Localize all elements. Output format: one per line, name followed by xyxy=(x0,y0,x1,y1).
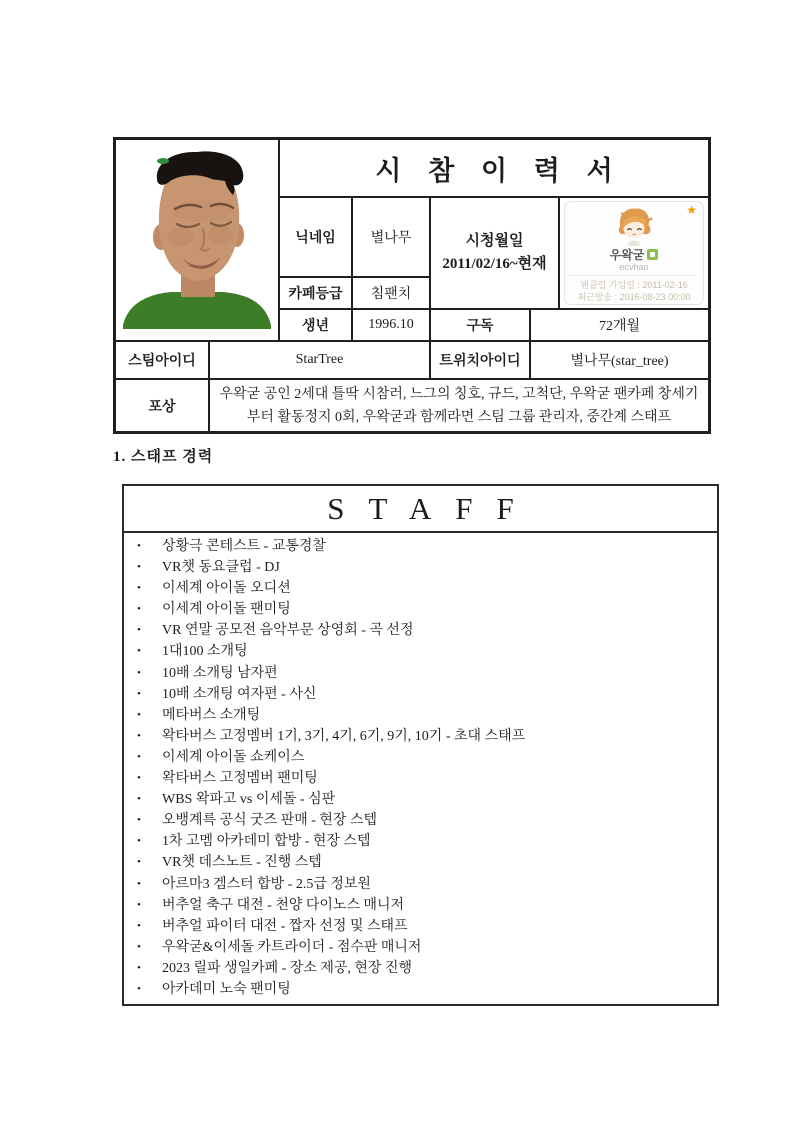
bullet-icon: • xyxy=(137,877,141,890)
fancafe-card-cell xyxy=(559,197,709,309)
bullet-icon: • xyxy=(137,603,141,616)
staff-list-item: • 이세계 아이돌 오디션 xyxy=(137,578,711,599)
staff-list-item: • 아카데미 노숙 팬미팅 xyxy=(137,979,711,1000)
fancafe-meta xyxy=(565,279,703,303)
birth-year-value: 1996.10 xyxy=(352,309,430,341)
twitch-id-label: 트위치아이디 xyxy=(430,341,530,379)
bullet-icon: • xyxy=(137,708,141,721)
bullet-icon: • xyxy=(137,750,141,763)
staff-list-item: • 이세계 아이돌 팬미팅 xyxy=(137,599,711,620)
staff-list xyxy=(124,533,717,1004)
staff-list-item: • VR챗 동요클럽 - DJ xyxy=(137,557,711,578)
bullet-icon: • xyxy=(137,645,141,658)
fancafe-handle: ecvhao xyxy=(619,262,649,272)
bullet-icon: • xyxy=(137,624,141,637)
staff-box-title: STAFF xyxy=(124,486,717,533)
bullet-icon: • xyxy=(137,582,141,595)
fancafe-avatar xyxy=(614,206,654,246)
fancafe-name-row xyxy=(565,247,703,261)
bullet-icon: • xyxy=(137,687,141,700)
award-label: 포상 xyxy=(115,379,209,432)
staff-list-item: • 아르마3 겜스터 합방 - 2.5급 정보원 xyxy=(137,874,711,895)
staff-list-item: • 10배 소개팅 남자편 xyxy=(137,663,711,684)
bullet-icon: • xyxy=(137,772,141,785)
nickname-value: 별나무 xyxy=(352,197,430,277)
subscribe-value: 72개월 xyxy=(530,309,709,341)
staff-experience-box xyxy=(122,484,719,1006)
staff-list-item: • 2023 릴파 생일카페 - 장소 제공, 현장 진행 xyxy=(137,958,711,979)
watch-date-label: 시청월일 xyxy=(465,233,524,249)
cafe-grade-value: 침팬치 xyxy=(352,277,430,309)
staff-list-item: • 1대100 소개팅 xyxy=(137,641,711,662)
staff-list-item: • VR 연말 공모전 음악부문 상영회 - 곡 선정 xyxy=(137,620,711,641)
profile-photo-cell xyxy=(115,139,279,341)
bullet-icon: • xyxy=(137,940,141,953)
fancafe-profile-card xyxy=(564,201,704,305)
subscribe-label: 구독 xyxy=(430,309,530,341)
bullet-icon: • xyxy=(137,898,141,911)
steam-id-label: 스팀아이디 xyxy=(115,341,209,379)
bullet-icon: • xyxy=(137,982,141,995)
avatar-photo xyxy=(117,144,277,336)
staff-list-item: • 1차 고멤 아카데미 합방 - 현장 스텝 xyxy=(137,831,711,852)
fancafe-join-date: 팬클럽 가입일 : 2011-02-16 xyxy=(580,280,688,290)
staff-list-item: • WBS 왁파고 vs 이세돌 - 심판 xyxy=(137,789,711,810)
watch-date-cell xyxy=(430,197,559,309)
document-title: 시 참 이 력 서 xyxy=(279,139,709,197)
fancafe-name: 우왁굳 xyxy=(609,247,645,262)
staff-list-item: • 버추얼 축구 대전 - 천양 다이노스 매니저 xyxy=(137,895,711,916)
bullet-icon: • xyxy=(137,961,141,974)
twitch-id-value: 별나무(star_tree) xyxy=(530,341,709,379)
award-value: 우왁굳 공인 2세대 틀딱 시참러, 느그의 칭호, 규드, 고척단, 우왁굳 팬카페 창세기부터 활동정지 0회, 우왁굳과 함께라면 스팀 그룹 관리자, 중간계 스태프 xyxy=(209,379,709,432)
birth-year-label: 생년 xyxy=(279,309,352,341)
staff-list-item: • 메타버스 소개팅 xyxy=(137,705,711,726)
profile-table xyxy=(113,137,711,434)
staff-list-item: • VR챗 데스노트 - 진행 스텝 xyxy=(137,852,711,873)
bullet-icon: • xyxy=(137,814,141,827)
staff-list-item: • 우왁굳&이세돌 카트라이더 - 점수판 매니저 xyxy=(137,937,711,958)
staff-list-item: • 왁타버스 고정멤버 팬미팅 xyxy=(137,768,711,789)
bullet-icon: • xyxy=(137,835,141,848)
steam-id-value: StarTree xyxy=(209,341,430,379)
staff-list-item: • 버추얼 파이터 대전 - 짭자 선정 및 스태프 xyxy=(137,916,711,937)
section-heading-staff-career: 1. 스태프 경력 xyxy=(113,449,214,465)
bullet-icon: • xyxy=(137,856,141,869)
watch-date-value: 2011/02/16~현재 xyxy=(442,256,547,272)
staff-list-item: • 이세계 아이돌 쇼케이스 xyxy=(137,747,711,768)
staff-list-item: • 10배 소개팅 여자편 - 사신 xyxy=(137,684,711,705)
fancafe-recent-broadcast: 최근방송 : 2016-08-23 00:00 xyxy=(577,292,691,302)
staff-list-item: • 상황극 콘테스트 - 교통경찰 xyxy=(137,536,711,557)
bullet-icon: • xyxy=(137,793,141,806)
bullet-icon: • xyxy=(137,666,141,679)
bullet-icon: • xyxy=(137,729,141,742)
bullet-icon: • xyxy=(137,540,141,552)
nickname-label: 닉네임 xyxy=(279,197,352,277)
cafe-grade-label: 카페등급 xyxy=(279,277,352,309)
bullet-icon: • xyxy=(137,919,141,932)
star-icon: ★ xyxy=(686,203,697,217)
staff-list-item: • 왁타버스 고정멤버 1기, 3기, 4기, 6기, 9기, 10기 - 초대 스태프 xyxy=(137,726,711,747)
cafe-level-badge-icon xyxy=(647,249,658,260)
staff-list-item: • 오뱅계륵 공식 굿즈 판매 - 현장 스텝 xyxy=(137,810,711,831)
bullet-icon: • xyxy=(137,561,141,574)
card-divider xyxy=(570,275,698,276)
